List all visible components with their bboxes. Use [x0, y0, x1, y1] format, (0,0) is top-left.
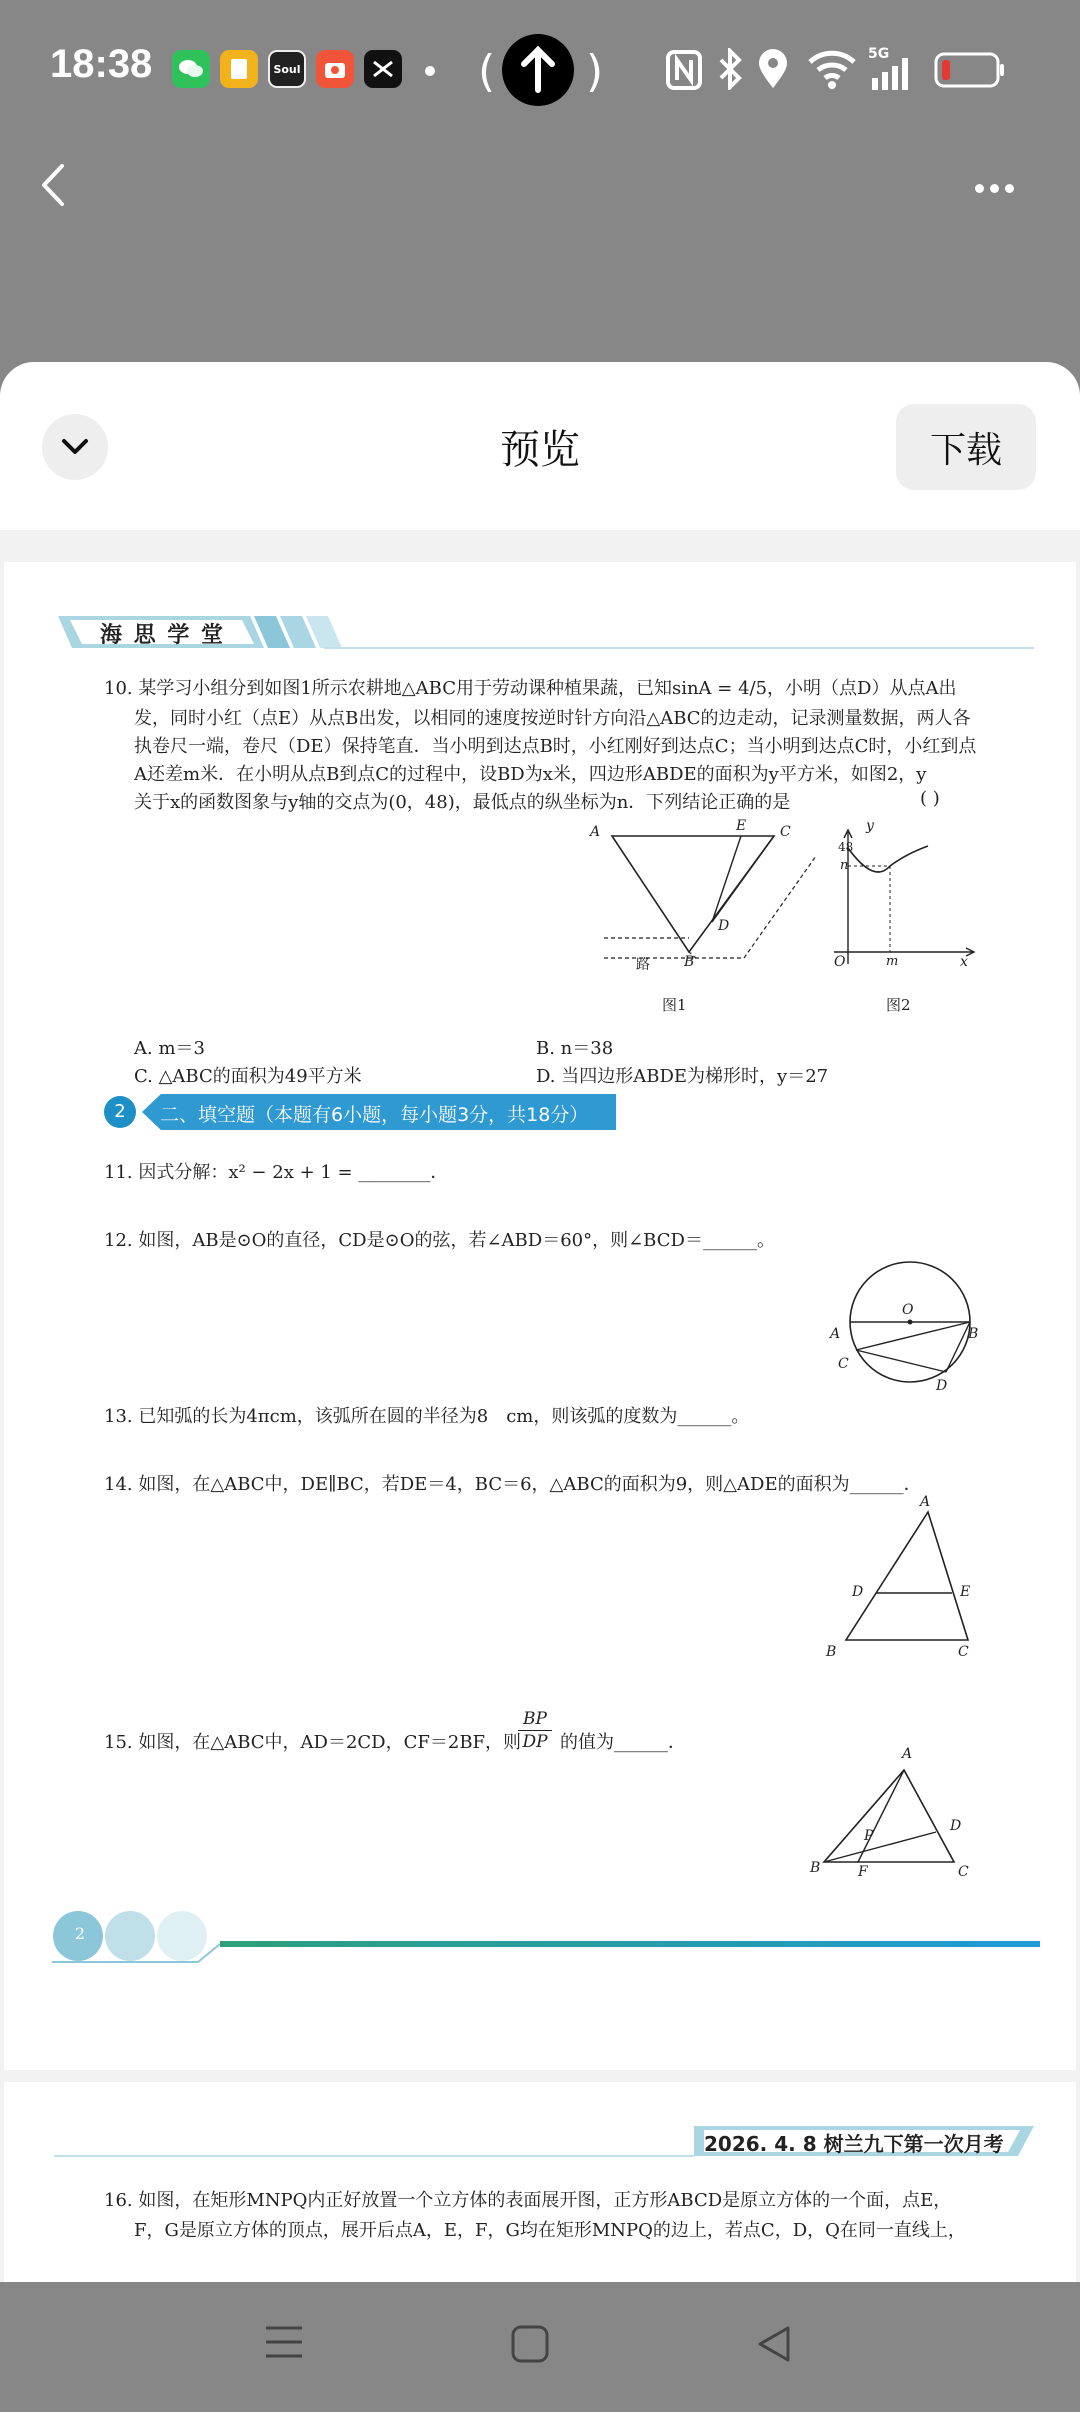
fig2-caption: 图2: [886, 996, 911, 1014]
q10-option-a: A. m＝3: [134, 1038, 205, 1059]
home-button[interactable]: [510, 2324, 550, 2368]
q10-line-3: 执卷尺一端，卷尺（DE）保持笔直．当小明到达点B时，小红刚好到达点C；当小明到达点C时，小红到点: [134, 736, 977, 757]
q10-line-5: 关于x的函数图象与y轴的交点为(0，48)，最低点的纵坐标为n．下列结论正确的是: [134, 792, 791, 813]
nfc-icon: [666, 50, 702, 94]
section-number: 2: [104, 1096, 136, 1128]
q10-option-d: D. 当四边形ABDE为梯形时，y＝27: [536, 1066, 829, 1087]
q12-label-o: O: [902, 1302, 914, 1318]
fig2-label-y: y: [866, 818, 874, 834]
system-back-button[interactable]: [756, 2324, 792, 2368]
system-nav-bar: [0, 2282, 1080, 2412]
q12-label-a: A: [830, 1326, 841, 1342]
back-button[interactable]: [30, 160, 80, 210]
q15-label-b: B: [810, 1860, 821, 1876]
fig2-label-o: O: [834, 954, 846, 970]
section-banner: [104, 1094, 616, 1130]
soul-icon: [268, 50, 306, 88]
q14-label-b: B: [826, 1644, 837, 1660]
capcut-icon: [364, 50, 402, 88]
q10-figure-1: [584, 822, 824, 972]
q12-figure: [830, 1252, 990, 1392]
paren-right-icon: ): [586, 46, 604, 97]
recent-apps-button[interactable]: [264, 2324, 304, 2364]
page-footer-decor: [52, 1910, 1042, 1966]
page-number: 2: [74, 1924, 86, 1943]
upload-icon: [502, 34, 574, 106]
q15-label-d: D: [950, 1818, 962, 1834]
status-time: 18:38: [50, 42, 153, 86]
q16-line-2: F，G是原立方体的顶点，展开后点A，E，F，G均在矩形MNPQ的边上，若点C，D，Q在同一直线上，: [134, 2220, 966, 2241]
network-type: 5G: [868, 46, 890, 62]
home-square-icon: [510, 2324, 550, 2364]
q10-option-b: B. n＝38: [536, 1038, 614, 1059]
location-icon: [756, 48, 790, 94]
fig1-label-c: C: [780, 824, 791, 840]
brand-name: 海 思 学 堂: [100, 622, 225, 648]
status-bar: [0, 0, 1080, 140]
q13-text: 13. 已知弧的长为4πcm，该弧所在圆的半径为8 cm，则该弧的度数为______。: [104, 1406, 750, 1427]
q14-label-a: A: [920, 1494, 931, 1510]
q15-fraction: [518, 1708, 552, 1753]
q15-text-post: 的值为______．: [560, 1732, 686, 1753]
more-notifications-dot: [425, 66, 435, 76]
q14-text: 14. 如图，在△ABC中，DE∥BC，若DE＝4，BC＝6，△ABC的面积为9，则△ADE的面积为______．: [104, 1474, 922, 1495]
q15-label-c: C: [958, 1864, 969, 1880]
q14-label-d: D: [852, 1584, 864, 1600]
q11-text: 11. 因式分解：x² − 2x + 1 = ________．: [104, 1162, 449, 1183]
fig1-label-road: 路: [636, 957, 650, 973]
q14-label-e: E: [960, 1584, 971, 1600]
fig1-caption: 图1: [662, 996, 687, 1014]
q16-line-1: 16. 如图，在矩形MNPQ内正好放置一个立方体的表面展开图，正方形ABCD是原立方体的一个面，点E，: [104, 2190, 952, 2211]
upload-indicator: [474, 34, 604, 106]
q14-label-c: C: [958, 1644, 969, 1660]
section-title: 二、填空题（本题有6小题，每小题3分，共18分）: [160, 1104, 589, 1126]
document-preview[interactable]: [0, 530, 1080, 2282]
q12-label-c: C: [838, 1356, 849, 1372]
q15-figure: [814, 1762, 994, 1872]
q15-text-pre: 15. 如图，在△ABC中，AD＝2CD，CF＝2BF，则: [104, 1732, 522, 1753]
notes-icon: [220, 50, 258, 88]
page2-header-title: 2026. 4. 8 树兰九下第一次月考: [704, 2132, 1004, 2156]
download-button[interactable]: 下载: [896, 404, 1036, 490]
menu-lines-icon: [264, 2324, 304, 2360]
paren-left-icon: (: [478, 46, 496, 97]
battery-icon: [934, 52, 1006, 92]
fig1-label-d: D: [718, 918, 730, 934]
q12-label-d: D: [936, 1378, 948, 1394]
more-dots-icon: [975, 178, 1020, 197]
q10-answer-bracket: ( ): [920, 788, 940, 809]
document-page-3: [4, 2082, 1076, 2282]
chevron-left-icon: [30, 160, 80, 210]
fig1-label-e: E: [736, 818, 747, 834]
fig2-label-n: n: [840, 858, 849, 873]
q12-text: 12. 如图，AB是⊙O的直径，CD是⊙O的弦，若∠ABD＝60°，则∠BCD＝______。: [104, 1230, 775, 1251]
camera-app-icon: [316, 50, 354, 88]
q10-line-4: A还差m米．在小明从点B到点C的过程中，设BD为x米，四边形ABDE的面积为y平方米，如图2，y: [134, 764, 927, 785]
fig1-label-b: B: [684, 954, 695, 970]
soul-label: Soul: [273, 62, 301, 76]
q10-option-c: C. △ABC的面积为49平方米: [134, 1066, 362, 1087]
signal-icon: [868, 58, 916, 94]
fig2-label-48: 48: [838, 840, 854, 854]
q12-label-b: B: [968, 1326, 979, 1342]
q15-label-p: P: [864, 1828, 874, 1844]
sheet-title: 预览: [500, 427, 580, 473]
wechat-icon: [172, 50, 210, 88]
fig2-label-x: x: [960, 954, 968, 970]
back-triangle-icon: [756, 2324, 792, 2364]
document-page-2: [4, 562, 1076, 2070]
q10-line-2: 发，同时小红（点E）从点B出发，以相同的速度按逆时针方向沿△ABC的边走动，记录测量数据，两人各: [134, 708, 971, 729]
fig1-label-a: A: [590, 824, 601, 840]
more-options-button[interactable]: [975, 178, 1020, 197]
q15-frac-num: BP: [518, 1708, 552, 1731]
q10-line-1: 10. 某学习小组分到如图1所示农耕地△ABC用于劳动课种植果蔬，已知sinA = 4/5，小明（点D）从点A出: [104, 678, 957, 699]
q15-label-f: F: [858, 1864, 868, 1880]
wifi-icon: [806, 48, 858, 94]
q14-figure: [834, 1500, 994, 1650]
fig2-label-m: m: [886, 954, 899, 969]
bluetooth-icon: [718, 48, 744, 94]
q15-label-a: A: [902, 1746, 913, 1762]
q15-frac-den: DP: [522, 1732, 548, 1752]
